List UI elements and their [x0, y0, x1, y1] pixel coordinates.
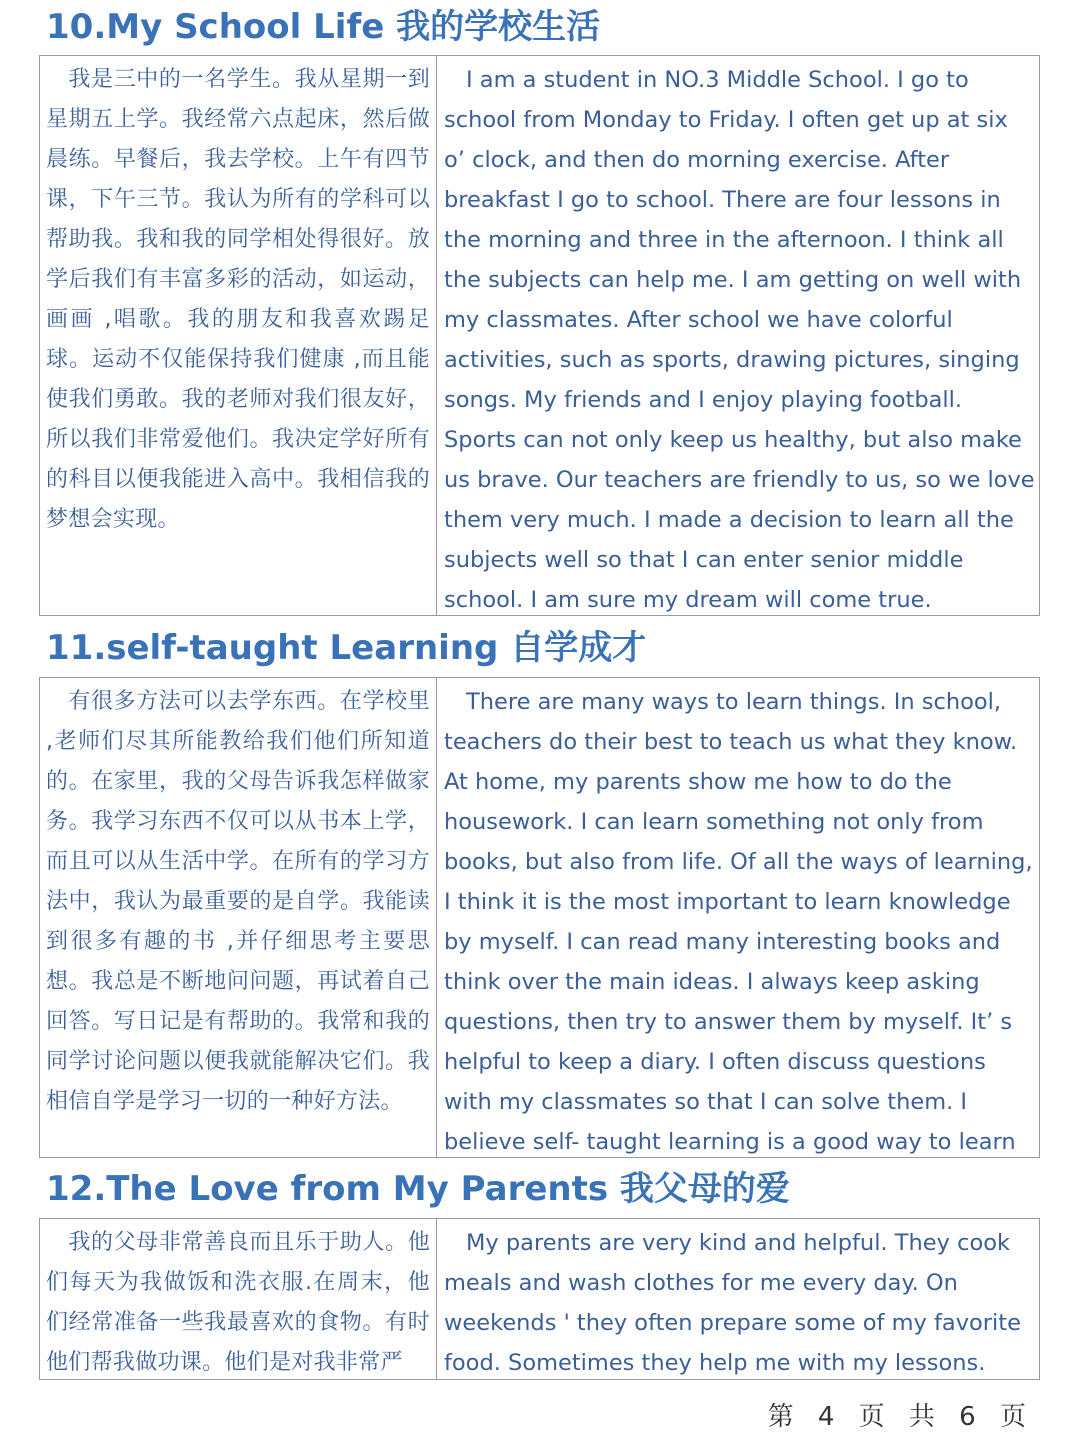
essay-11-table	[39, 677, 1040, 1158]
essay-11-english	[437, 678, 1039, 1157]
essay-10-heading: 10.My School Life 我的学校生活	[46, 7, 601, 47]
essay-11-heading: 11.self-taught Learning 自学成才	[46, 628, 647, 668]
page-number: 第 4 页 共 6 页	[767, 1402, 1034, 1432]
essay-12-heading: 12.The Love from My Parents 我父母的爱	[46, 1169, 790, 1209]
essay-11-english-text: There are many ways to learn things. In school, teachers do their best to teach us what they know. At home, my parents show me how to do the housework. I can learn something not only from books, but also from life. Of all the ways of learning, I think it is the most important to learn knowledge by myself. I can read many interesting books and think over the main ideas. I always keep asking questions, then try to answer them by myself. It’ s helpful to keep a diary. I often discuss questions with my classmates so that I can solve them. I believe self- taught learning is a good way to learn	[444, 689, 1033, 1155]
essay-12-chinese-text: 我的父母非常善良而且乐于助人。他们每天为我做饭和洗衣服.在周末，他们经常准备一些我最喜欢的食物。有时他们帮我做功课。他们是对我非常严	[46, 1230, 430, 1375]
essay-10-english-text: I am a student in NO.3 Middle School. I go to school from Monday to Friday. I often get up at six o’ clock, and then do morning exercise. After breakfast I go to school. There are four lessons in the morning and three in the afternoon. I think all the subjects can help me. I am getting on well with my classmates. After school we have colorful activities, such as sports, drawing pictures, singing songs. My friends and I enjoy playing football. Sports can not only keep us healthy, but also make us brave. Our teachers are friendly to us, so we love them very much. I made a decision to learn all the subjects well so that I can enter senior middle school. I am sure my dream will come true.	[444, 67, 1035, 613]
essay-11-chinese-text: 有很多方法可以去学东西。在学校里 ,老师们尽其所能教给我们他们所知道的。在家里，我的父母告诉我怎样做家务。我学习东西不仅可以从书本上学，而且可以从生活中学。在所有的学习方法中，我认为最重要的是自学。我能读到很多有趣的书 ,并仔细思考主要思想。我总是不断地问问题，再试着自己回答。写日记是有帮助的。我常和我的同学讨论问题以便我就能解决它们。我相信自学是学习一切的一种好方法。	[46, 689, 430, 1114]
essay-12-english	[437, 1219, 1039, 1379]
essay-12-table	[39, 1218, 1040, 1380]
essay-10-chinese	[40, 56, 437, 615]
essay-11-chinese	[40, 678, 437, 1157]
essay-12-chinese	[40, 1219, 437, 1379]
essay-10-english	[437, 56, 1039, 615]
essay-12-english-text: My parents are very kind and helpful. They cook meals and wash clothes for me every day. On weekends ' they often prepare some of my favorite food. Sometimes they help me with my lessons.	[444, 1230, 1021, 1376]
essay-10-table	[39, 55, 1040, 616]
essay-10-chinese-text: 我是三中的一名学生。我从星期一到星期五上学。我经常六点起床，然后做晨练。早餐后，我去学校。上午有四节课，下午三节。我认为所有的学科可以帮助我。我和我的同学相处得很好。放学后我们有丰富多彩的活动，如运动，画画 ,唱歌。我的朋友和我喜欢踢足球。运动不仅能保持我们健康 ,而且能使我们勇敢。我的老师对我们很友好，所以我们非常爱他们。我决定学好所有的科目以便我能进入高中。我相信我的梦想会实现。	[46, 67, 430, 532]
